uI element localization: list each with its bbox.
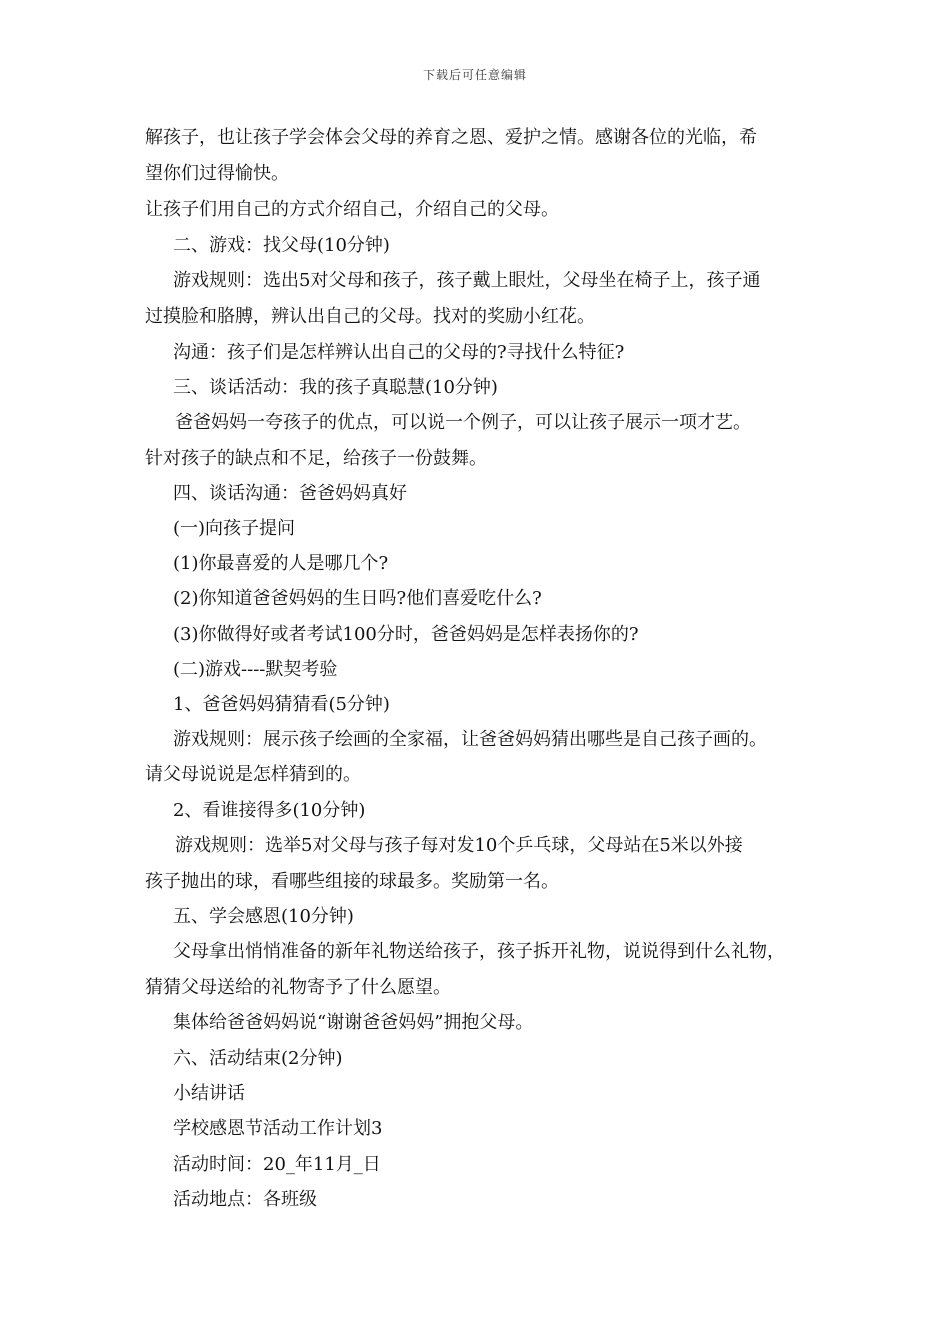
- paragraph-line: 猜猜父母送给的礼物寄予了什么愿望。: [145, 977, 451, 998]
- paragraph-line: 望你们过得愉快。: [145, 163, 289, 184]
- paragraph-line: 过摸脸和胳膊，辨认出自己的父母。找对的奖励小红花。: [145, 306, 595, 327]
- subsection-heading: 1、爸爸妈妈猜猜看(5分钟): [173, 694, 390, 715]
- paragraph-line: 沟通：孩子们是怎样辨认出自己的父母的?寻找什么特征?: [173, 342, 625, 363]
- section-heading: 二、游戏：找父母(10分钟): [173, 235, 390, 256]
- section-heading: 三、谈话活动：我的孩子真聪慧(10分钟): [173, 377, 498, 398]
- paragraph-line: 爸爸妈妈一夸孩子的优点，可以说一个例子，可以让孩子展示一项才艺。: [175, 412, 751, 433]
- paragraph-line: 让孩子们用自己的方式介绍自己，介绍自己的父母。: [145, 199, 559, 220]
- subsection-heading: (一)向孩子提问: [173, 518, 296, 539]
- paragraph-line: 游戏规则：选出5对父母和孩子，孩子戴上眼灶，父母坐在椅子上，孩子通: [173, 270, 761, 291]
- section-heading: 六、活动结束(2分钟): [173, 1048, 343, 1069]
- list-item: (1)你最喜爱的人是哪几个?: [173, 553, 389, 574]
- paragraph-line: 游戏规则：选举5对父母与孩子每对发10个乒乓球，父母站在5米以外接: [175, 835, 743, 856]
- subsection-heading: 2、看谁接得多(10分钟): [173, 800, 366, 821]
- list-item: (3)你做得好或者考试100分时，爸爸妈妈是怎样表扬你的?: [173, 624, 639, 645]
- activity-time: 活动时间：20_年11月_日: [173, 1154, 381, 1175]
- paragraph-line: 父母拿出悄悄准备的新年礼物送给孩子，孩子拆开礼物，说说得到什么礼物，: [173, 941, 785, 962]
- plan-title: 学校感恩节活动工作计划3: [173, 1118, 383, 1139]
- paragraph-line: 请父母说说是怎样猜到的。: [145, 764, 361, 785]
- list-item: (2)你知道爸爸妈妈的生日吗?他们喜爱吃什么?: [173, 588, 542, 609]
- paragraph-line: 解孩子，也让孩子学会体会父母的养育之恩、爱护之情。感谢各位的光临，希: [145, 127, 757, 148]
- page-header-note: 下载后可任意编辑: [422, 68, 527, 82]
- activity-location: 活动地点：各班级: [173, 1189, 317, 1210]
- paragraph-line: 针对孩子的缺点和不足，给孩子一份鼓舞。: [145, 448, 487, 469]
- section-heading: 五、学会感恩(10分钟): [173, 906, 354, 927]
- section-heading: 四、谈话沟通：爸爸妈妈真好: [173, 483, 407, 504]
- subsection-heading: (二)游戏----默契考验: [173, 659, 338, 680]
- paragraph-line: 游戏规则：展示孩子绘画的全家福，让爸爸妈妈猜出哪些是自己孩子画的。: [173, 729, 767, 750]
- paragraph-line: 小结讲话: [173, 1083, 245, 1104]
- paragraph-line: 集体给爸爸妈妈说“谢谢爸爸妈妈”拥抱父母。: [173, 1012, 534, 1033]
- paragraph-line: 孩子抛出的球，看哪些组接的球最多。奖励第一名。: [145, 871, 559, 892]
